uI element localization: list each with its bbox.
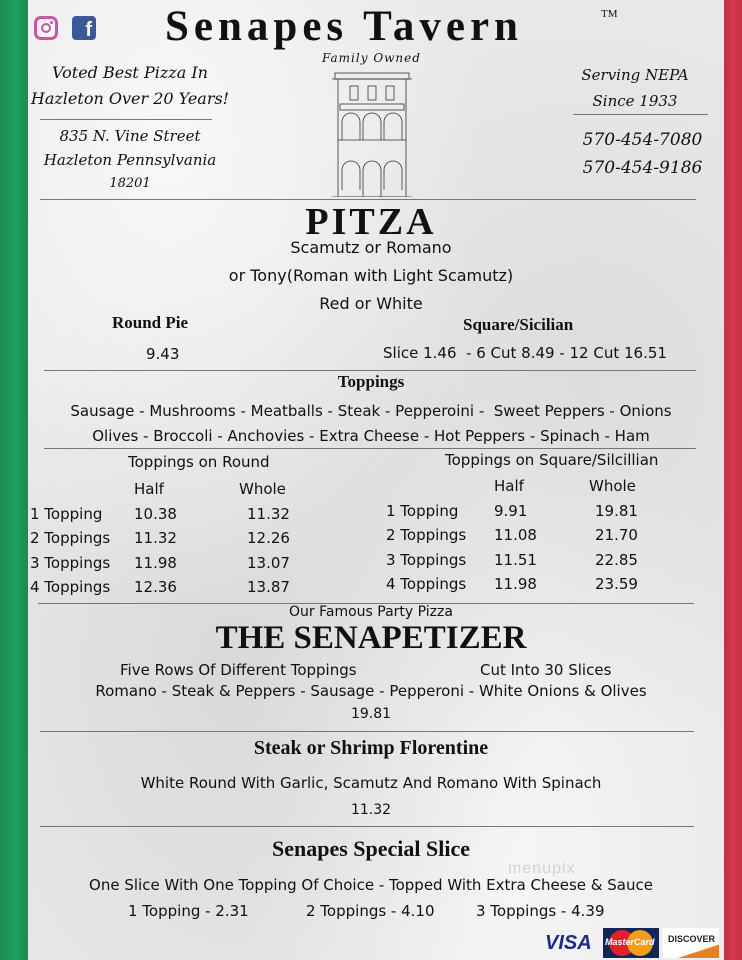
senapetizer-price: 19.81: [350, 706, 392, 722]
address-city: Hazleton Pennsylvania: [43, 151, 217, 169]
restaurant-name: Senapes Tavern: [165, 3, 523, 50]
special-slice-option-2: 2 Toppings - 4.10: [306, 902, 435, 920]
round-pie-label: Round Pie: [112, 313, 189, 332]
address: [30, 124, 230, 196]
voted-best: [30, 60, 230, 112]
table-row: [30, 575, 290, 600]
half-price: 12.36: [134, 578, 177, 597]
serving-line-1: Serving NEPA: [581, 66, 689, 84]
table-row: [386, 548, 638, 573]
half-price: 11.98: [494, 575, 537, 594]
whole-price: 13.87: [247, 578, 290, 597]
row-label: 4 Toppings: [30, 578, 111, 597]
table-row: [30, 526, 290, 551]
special-slice-heading: Senapes Special Slice: [271, 836, 470, 861]
whole-price: 19.81: [595, 501, 638, 520]
florentine-desc: White Round With Garlic, Scamutz And Romano With Spinach: [140, 774, 602, 792]
row-label: 1 Topping: [386, 501, 459, 520]
senapetizer-heading: THE SENAPETIZER: [215, 620, 527, 656]
half-price: 11.08: [494, 526, 537, 545]
col-half: Half: [494, 477, 524, 496]
whole-price: 12.26: [247, 529, 290, 548]
senapetizer-rows: Romano - Steak & Peppers - Sausage - Pepperoni - White Onions & Olives: [95, 682, 647, 700]
whole-price: 23.59: [595, 575, 638, 594]
divider: [40, 731, 694, 732]
florentine-price: 11.32: [350, 802, 392, 818]
mastercard-icon: [603, 928, 659, 958]
half-price: 11.32: [134, 529, 177, 548]
row-label: 2 Toppings: [30, 529, 111, 548]
tagline: Family Owned: [322, 51, 421, 65]
voted-line-2: Hazleton Over 20 Years!: [30, 89, 230, 108]
half-price: 11.51: [494, 550, 537, 569]
toppings-line-1: Sausage - Mushrooms - Meatballs - Steak - Pepperoini - Sweet Peppers - Onions: [70, 402, 672, 420]
round-toppings-heading: Toppings on Round: [128, 453, 270, 471]
voted-line-1: Voted Best Pizza In: [52, 63, 208, 82]
square-toppings-table: [386, 474, 638, 597]
table-row: [30, 551, 290, 576]
row-label: 3 Toppings: [386, 550, 467, 569]
table-row: [386, 572, 638, 597]
round-pie-price: 9.43: [146, 345, 180, 363]
row-label: 2 Toppings: [386, 526, 467, 545]
half-price: 11.98: [134, 553, 177, 572]
facebook-icon[interactable]: f: [72, 16, 96, 40]
row-label: 4 Toppings: [386, 575, 467, 594]
phone-numbers: [575, 126, 710, 182]
building-illustration: [332, 70, 412, 197]
whole-price: 13.07: [247, 553, 290, 572]
col-whole: Whole: [239, 480, 286, 499]
whole-price: 11.32: [247, 504, 290, 523]
serving-line-2: Since 1933: [592, 92, 678, 110]
toppings-line-2: Olives - Broccoli - Anchovies - Extra Cheese - Hot Peppers - Spinach - Ham: [92, 427, 650, 445]
toppings-heading: Toppings: [337, 372, 405, 391]
row-label: 1 Topping: [30, 504, 103, 523]
phone-2[interactable]: 570-454-9186: [582, 158, 703, 178]
pitza-sub-1: Scamutz or Romano: [290, 238, 452, 257]
watermark: menupix: [508, 860, 576, 877]
square-toppings-heading: Toppings on Square/Silcillian: [445, 451, 659, 469]
table-row: [30, 502, 290, 527]
pitza-sub-2: or Tony(Roman with Light Scamutz): [228, 266, 514, 285]
divider: [40, 119, 212, 120]
social-links: [34, 16, 96, 40]
special-slice-option-3: 3 Toppings - 4.39: [476, 902, 605, 920]
square-label: Square/Sicilian: [463, 315, 574, 334]
pitza-sub-3: Red or White: [319, 294, 423, 313]
visa-icon: VISA: [545, 931, 592, 954]
table-header: [30, 477, 290, 502]
half-price: 10.38: [134, 504, 177, 523]
senapetizer-desc-left: Five Rows Of Different Toppings: [120, 661, 357, 679]
divider: [573, 114, 708, 115]
square-prices: Slice 1.46 - 6 Cut 8.49 - 12 Cut 16.51: [383, 344, 667, 362]
table-row: [386, 499, 638, 524]
senapetizer-desc-right: Cut Into 30 Slices: [480, 661, 612, 679]
payment-methods: [545, 928, 719, 958]
special-slice-option-1: 1 Topping - 2.31: [128, 902, 249, 920]
florentine-heading: Steak or Shrimp Florentine: [253, 737, 489, 759]
mastercard-label: MasterCard: [605, 937, 655, 947]
divider: [40, 826, 694, 827]
phone-1[interactable]: 570-454-7080: [582, 130, 703, 150]
col-whole: Whole: [589, 477, 636, 496]
address-zip: 18201: [109, 176, 151, 191]
col-half: Half: [134, 480, 164, 499]
party-pizza-kicker: Our Famous Party Pizza: [289, 604, 453, 620]
half-price: 9.91: [494, 501, 528, 520]
table-header: [386, 474, 638, 499]
table-row: [386, 523, 638, 548]
row-label: 3 Toppings: [30, 553, 111, 572]
discover-icon: DISCOVER: [663, 928, 719, 958]
divider: [44, 370, 696, 371]
address-street: 835 N. Vine Street: [59, 127, 201, 145]
whole-price: 21.70: [595, 526, 638, 545]
trademark: TM: [601, 8, 618, 20]
serving-since: [575, 62, 695, 114]
special-slice-desc: One Slice With One Topping Of Choice - Topped With Extra Cheese & Sauce: [89, 876, 653, 894]
whole-price: 22.85: [595, 550, 638, 569]
round-toppings-table: [30, 477, 290, 600]
instagram-icon[interactable]: [34, 16, 58, 40]
pitza-heading: PITZA: [305, 201, 437, 243]
divider: [44, 448, 696, 449]
